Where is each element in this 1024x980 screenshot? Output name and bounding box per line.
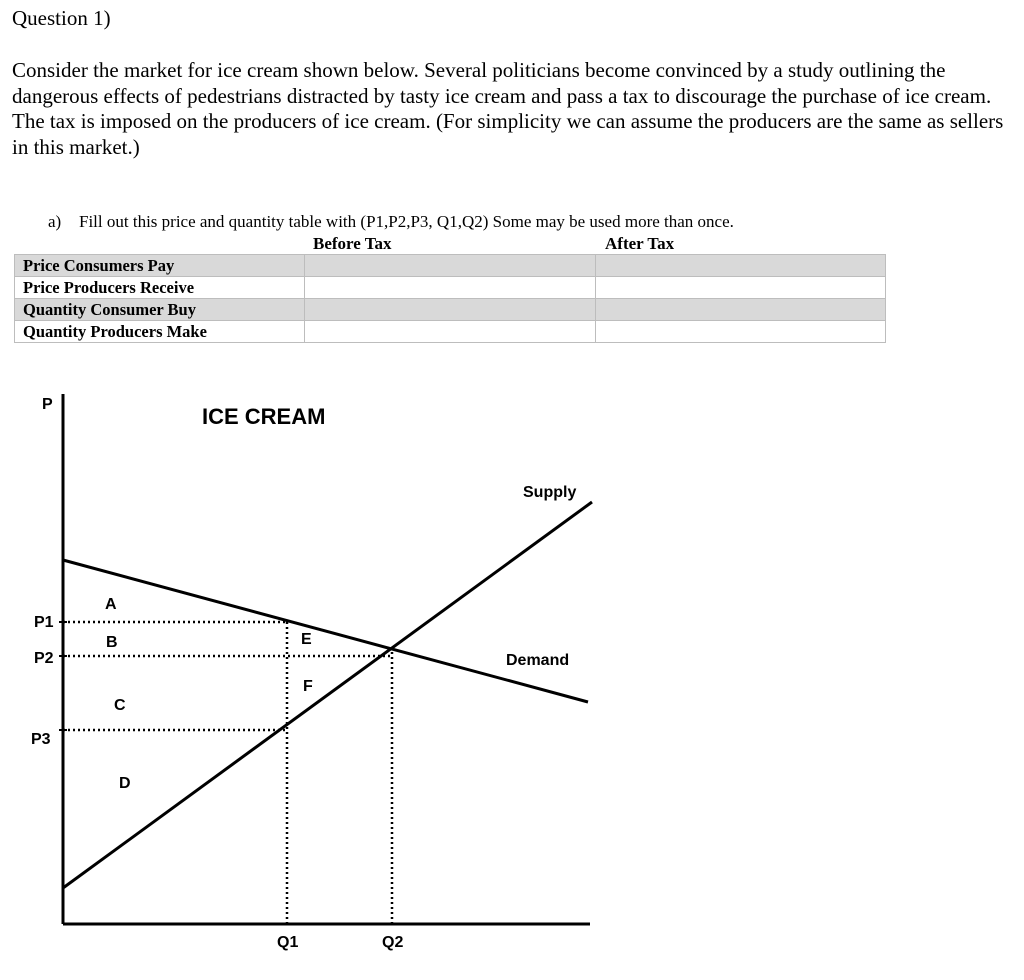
header-after-tax: After Tax <box>605 234 675 253</box>
table-row <box>15 277 886 299</box>
before-tax-cell[interactable] <box>305 299 595 321</box>
part-a-instruction <box>48 212 734 232</box>
supply-curve <box>63 502 592 888</box>
row-label: Price Producers Receive <box>15 277 305 299</box>
area-a-label: A <box>105 596 117 613</box>
ice-cream-graph <box>0 380 640 970</box>
after-tax-cell[interactable] <box>595 299 885 321</box>
header-before-tax: Before Tax <box>313 234 392 253</box>
row-label: Quantity Consumer Buy <box>15 299 305 321</box>
area-b-label: B <box>106 634 118 651</box>
price-quantity-table <box>14 254 886 343</box>
area-f-label: F <box>303 678 313 695</box>
table-row <box>15 299 886 321</box>
q1-label: Q1 <box>277 934 299 951</box>
part-a-label: a) <box>48 212 62 231</box>
p2-label: P2 <box>34 650 54 667</box>
table-row <box>15 255 886 277</box>
area-c-label: C <box>114 697 126 714</box>
after-tax-cell[interactable] <box>595 277 885 299</box>
question-title: Question 1) <box>12 6 111 30</box>
p1-label: P1 <box>34 614 54 631</box>
area-d-label: D <box>119 775 131 792</box>
after-tax-cell[interactable] <box>595 321 885 343</box>
price-axis-label: P <box>42 396 53 413</box>
graph-title: ICE CREAM <box>202 404 326 429</box>
row-label: Quantity Producers Make <box>15 321 305 343</box>
table-row <box>15 321 886 343</box>
before-tax-cell[interactable] <box>305 255 595 277</box>
before-tax-cell[interactable] <box>305 321 595 343</box>
demand-curve <box>63 560 588 702</box>
p3-label: P3 <box>31 731 51 748</box>
q2-label: Q2 <box>382 934 404 951</box>
supply-label: Supply <box>523 484 577 501</box>
demand-label: Demand <box>506 652 570 669</box>
area-e-label: E <box>301 631 312 648</box>
row-label: Price Consumers Pay <box>15 255 305 277</box>
after-tax-cell[interactable] <box>595 255 885 277</box>
part-a-text: Fill out this price and quantity table with (P1,P2,P3, Q1,Q2) Some may be used more than once. <box>79 212 734 231</box>
before-tax-cell[interactable] <box>305 277 595 299</box>
question-paragraph: Consider the market for ice cream shown below. Several politicians become convinced by a study outlining the dangerous effects of pedestrians distracted by tasty ice cream and pass a tax to discourage the purchase of ice cream. The tax is imposed on the producers of ice cream. (For simplicity we can assume the producers are the same as sellers in this market.) <box>12 58 1004 159</box>
